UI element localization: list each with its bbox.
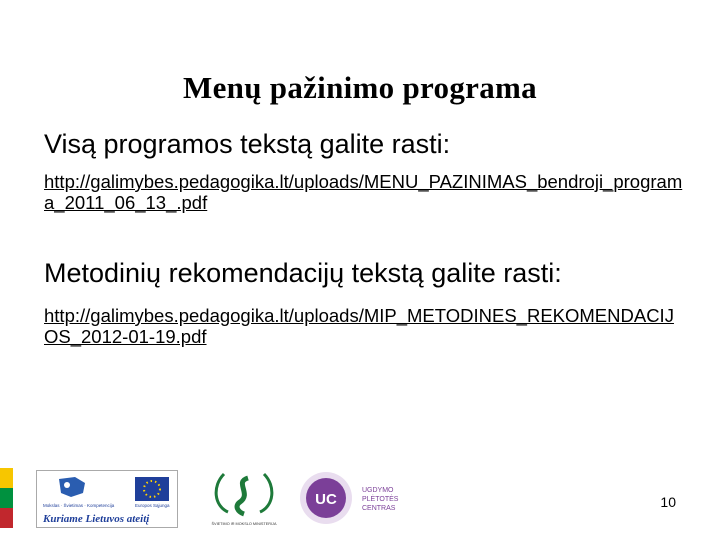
upc-line1: UGDYMO bbox=[362, 487, 394, 494]
upc-line2: PLĖTOTĖS bbox=[362, 496, 399, 503]
ministry-s-mark bbox=[237, 478, 248, 514]
page-number: 10 bbox=[660, 494, 676, 510]
upc-logo bbox=[298, 470, 418, 526]
upc-logo-graphic bbox=[298, 470, 418, 526]
esf-logo bbox=[36, 470, 178, 528]
flag-bar-green bbox=[0, 488, 13, 508]
slide-title: Menų pažinimo programa bbox=[183, 70, 537, 105]
eu-flag-icon bbox=[135, 477, 169, 501]
svg-text:UC: UC bbox=[315, 491, 337, 508]
recommendations-heading: Metodinių rekomendacijų tekstą galite rasti: bbox=[44, 258, 562, 288]
esf-slogan: Kuriame Lietuvos ateitį bbox=[43, 513, 150, 525]
flag-bar-yellow bbox=[0, 468, 13, 488]
esf-text-right: Europos Sąjunga bbox=[135, 503, 170, 508]
lithuania-map-icon bbox=[59, 477, 85, 497]
recommendations-link[interactable]: http://galimybes.pedagogika.lt/uploads/MIP_METODINES_REKOMENDACIJOS_2012-01-19.pdf bbox=[44, 305, 674, 347]
ministry-logo-graphic bbox=[204, 468, 284, 528]
flag-bar-red bbox=[0, 508, 13, 528]
esf-text-left: Mokslas · Švietimas · Kompetencija bbox=[43, 503, 115, 508]
upc-line3: CENTRAS bbox=[362, 505, 396, 512]
ministry-logo bbox=[204, 468, 284, 528]
ministry-caption: ŠVIETIMO IR MOKSLO MINISTERIJA bbox=[211, 522, 277, 526]
program-text-heading: Visą programos tekstą galite rasti: bbox=[44, 129, 451, 159]
program-text-link[interactable]: http://galimybes.pedagogika.lt/uploads/MENU_PAZINIMAS_bendroji_programa_2011_06_13_.pdf bbox=[44, 171, 683, 213]
esf-logo-graphic bbox=[37, 471, 177, 527]
